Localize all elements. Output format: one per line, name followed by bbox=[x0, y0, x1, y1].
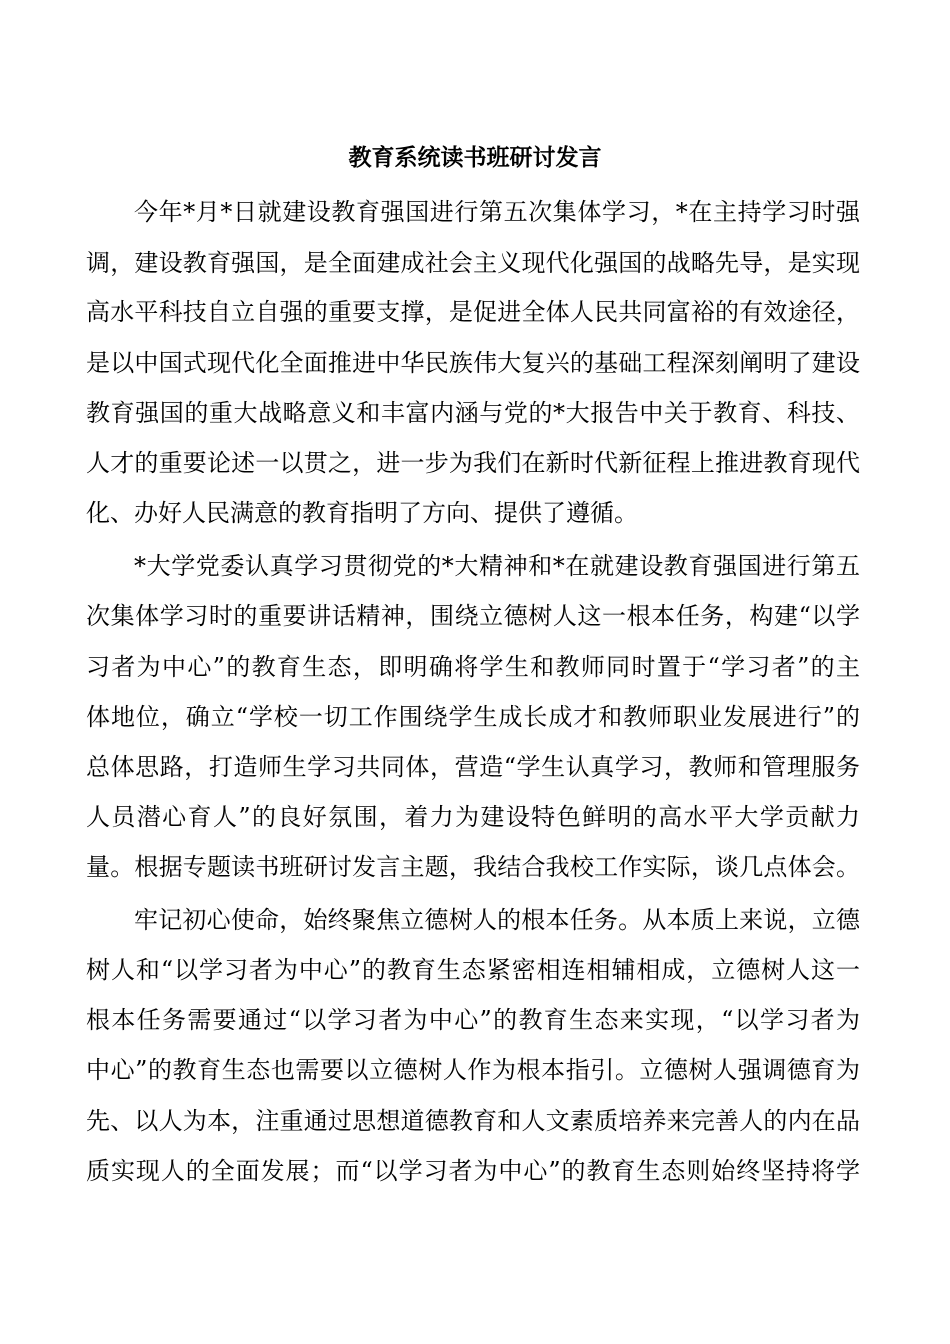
paragraph-2-line-5: 总体思路，打造师生学习共同体，营造“学生认真学习，教师和管理服务 bbox=[86, 753, 860, 781]
paragraph-1-line-7: 化、办好人民满意的教育指明了方向、提供了遵循。 bbox=[86, 499, 638, 527]
paragraph-2-line-7: 量。根据专题读书班研讨发言主题，我结合我校工作实际，谈几点体会。 bbox=[86, 853, 860, 881]
paragraph-3-line-4: 中心”的教育生态也需要以立德树人作为根本指引。立德树人强调德育为 bbox=[86, 1056, 860, 1084]
paragraph-3-line-6: 质实现人的全面发展；而“以学习者为中心”的教育生态则始终坚持将学 bbox=[86, 1157, 860, 1185]
paragraph-2-line-6: 人员潜心育人”的良好氛围，着力为建设特色鲜明的高水平大学贡献力 bbox=[86, 803, 860, 831]
paragraph-2-line-2: 次集体学习时的重要讲话精神，围绕立德树人这一根本任务，构建“以学 bbox=[86, 602, 860, 630]
paragraph-3-line-5: 先、以人为本，注重通过思想道德教育和人文素质培养来完善人的内在品 bbox=[86, 1107, 860, 1135]
paragraph-1-line-5: 教育强国的重大战略意义和丰富内涵与党的*大报告中关于教育、科技、 bbox=[86, 399, 860, 427]
paragraph-1-line-4: 是以中国式现代化全面推进中华民族伟大复兴的基础工程深刻阐明了建设 bbox=[86, 349, 860, 377]
paragraph-3-line-3: 根本任务需要通过“以学习者为中心”的教育生态来实现，“以学习者为 bbox=[86, 1006, 860, 1034]
paragraph-1-line-1: 今年*月*日就建设教育强国进行第五次集体学习，*在主持学习时强 bbox=[134, 198, 860, 226]
paragraph-3-line-2: 树人和“以学习者为中心”的教育生态紧密相连相辅相成，立德树人这一 bbox=[86, 956, 860, 984]
paragraph-1-line-2: 调，建设教育强国，是全面建成社会主义现代化强国的战略先导，是实现 bbox=[86, 249, 860, 277]
document-title: 教育系统读书班研讨发言 bbox=[348, 144, 602, 171]
paragraph-2-line-3: 习者为中心”的教育生态，即明确将学生和教师同时置于“学习者”的主 bbox=[86, 653, 860, 681]
paragraph-3-line-1: 牢记初心使命，始终聚焦立德树人的根本任务。从本质上来说，立德 bbox=[134, 906, 860, 934]
paragraph-1-line-3: 高水平科技自立自强的重要支撑，是促进全体人民共同富裕的有效途径， bbox=[86, 298, 860, 326]
paragraph-2-line-4: 体地位，确立“学校一切工作围绕学生成长成才和教师职业发展进行”的 bbox=[86, 703, 860, 731]
paragraph-2-line-1: *大学党委认真学习贯彻党的*大精神和*在就建设教育强国进行第五 bbox=[134, 552, 860, 580]
paragraph-1-line-6: 人才的重要论述一以贯之，进一步为我们在新时代新征程上推进教育现代 bbox=[86, 449, 860, 477]
